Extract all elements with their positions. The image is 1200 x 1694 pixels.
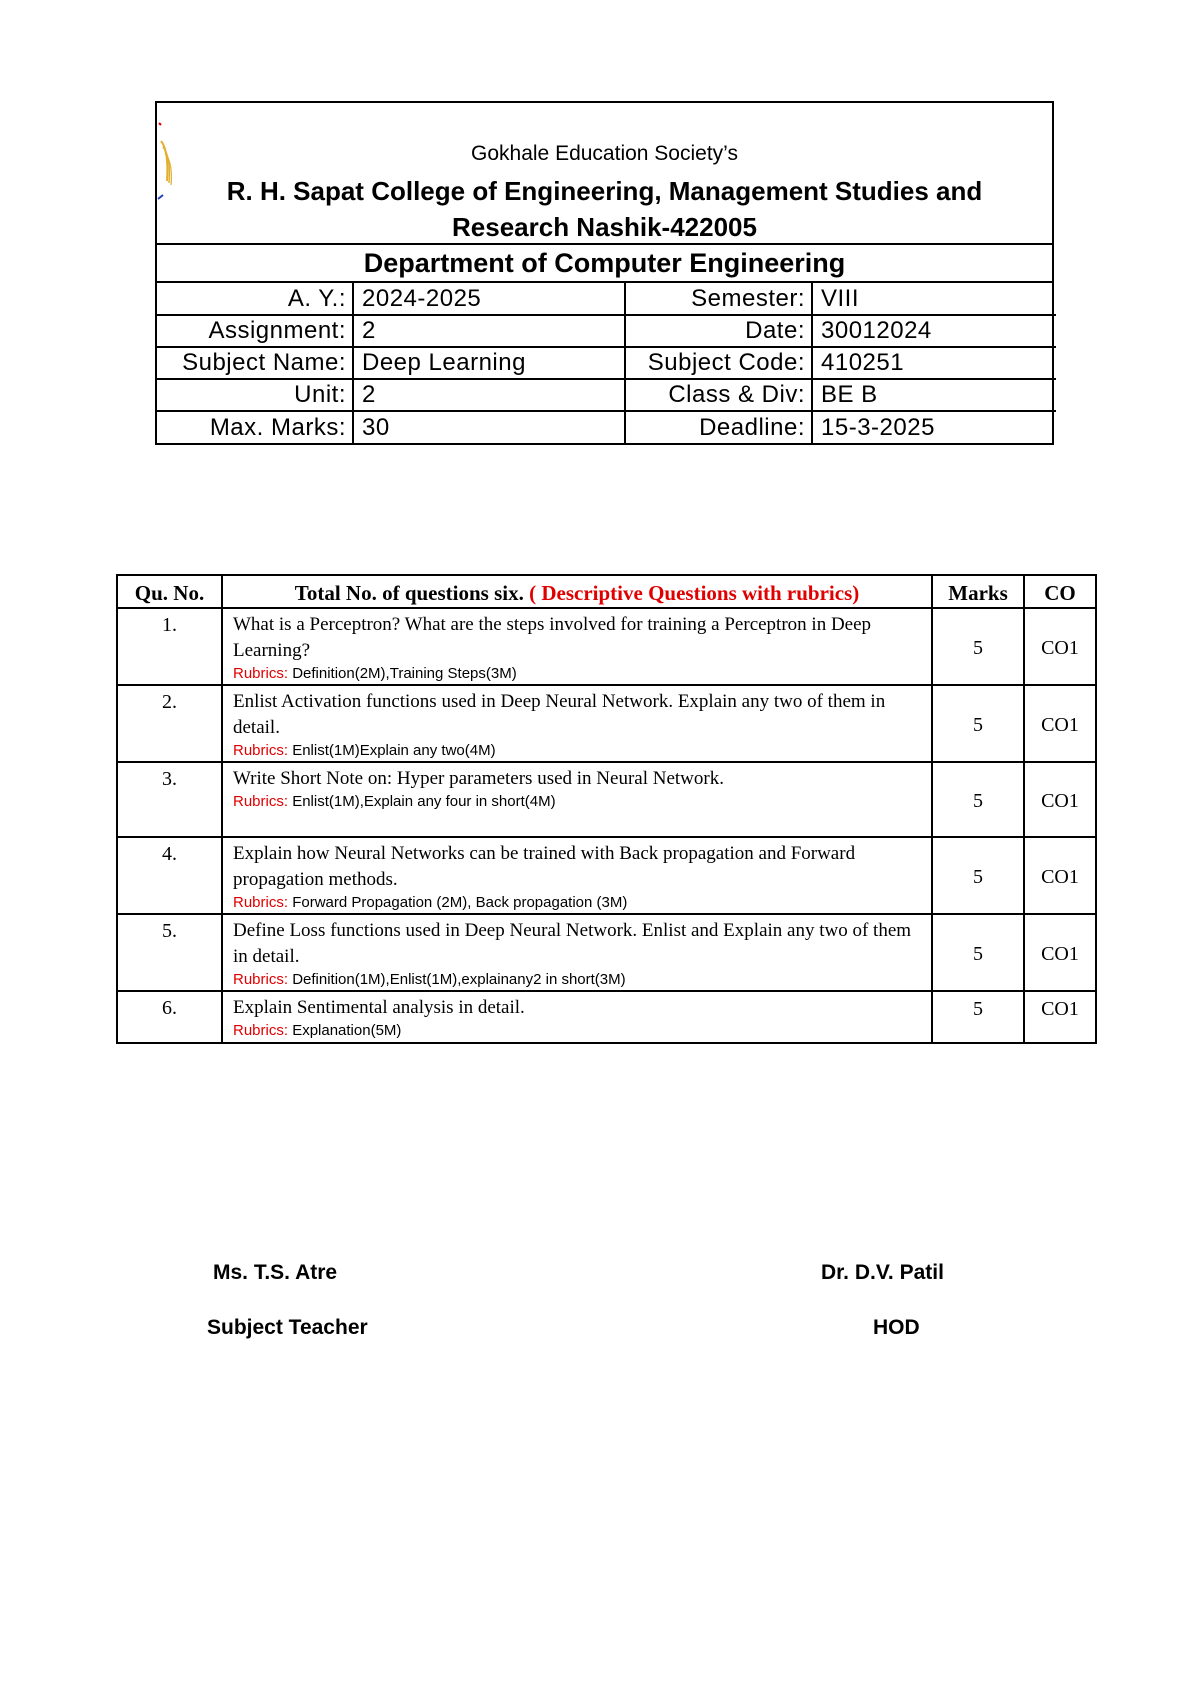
info-label: A. Y.: (157, 283, 353, 315)
column-header-co: CO (1024, 575, 1096, 608)
question-marks: 5 (932, 762, 1024, 837)
rubric-text: Enlist(1M)Explain any two(4M) (292, 742, 496, 759)
question-marks: 5 (932, 914, 1024, 991)
rubric-label: Rubrics: (233, 894, 293, 911)
rubric-label: Rubrics: (233, 793, 293, 810)
question-text: What is a Perceptron? What are the steps involved for training a Perceptron in Deep Learning? (233, 614, 872, 661)
rubric-line (233, 970, 921, 990)
info-label: Max. Marks: (157, 411, 353, 443)
info-value: 30012024 (812, 315, 1056, 347)
question-co: CO1 (1024, 608, 1096, 685)
info-row (157, 315, 1056, 347)
info-label: Assignment: (157, 315, 353, 347)
question-cell (222, 685, 932, 762)
question-number: 5. (117, 914, 222, 991)
question-text: Explain how Neural Networks can be trained with Back propagation and Forward propagation methods. (233, 843, 856, 890)
question-number: 1. (117, 608, 222, 685)
questions-count-text: Total No. of questions six. (294, 581, 530, 605)
info-label: Semester: (625, 283, 812, 315)
teacher-name: Ms. T.S. Atre (213, 1261, 338, 1284)
info-value: 2 (353, 315, 625, 347)
question-cell (222, 914, 932, 991)
question-cell (222, 762, 932, 837)
question-text: Define Loss functions used in Deep Neural Network. Enlist and Explain any two of them in detail. (233, 920, 912, 967)
college-header (155, 101, 1054, 445)
column-header-qno: Qu. No. (117, 575, 222, 608)
info-value: 2 (353, 379, 625, 411)
info-label: Subject Code: (625, 347, 812, 379)
rubric-text: Definition(2M),Training Steps(3M) (292, 665, 517, 682)
question-row (117, 762, 1096, 837)
rubric-text: Explanation(5M) (292, 1022, 402, 1039)
info-label: Deadline: (625, 411, 812, 443)
question-number: 2. (117, 685, 222, 762)
column-header-questions (222, 575, 932, 608)
info-value: 15-3-2025 (812, 411, 1056, 443)
college-name-line1: R. H. Sapat College of Engineering, Management Studies and (226, 176, 983, 206)
question-text: Write Short Note on: Hyper parameters used in Neural Network. (233, 768, 724, 789)
info-label: Subject Name: (157, 347, 353, 379)
rubric-line (233, 741, 921, 761)
question-cell (222, 991, 932, 1043)
question-co: CO1 (1024, 685, 1096, 762)
info-label: Class & Div: (625, 379, 812, 411)
question-row (117, 914, 1096, 991)
info-label: Date: (625, 315, 812, 347)
info-value: BE B (812, 379, 1056, 411)
info-value: 410251 (812, 347, 1056, 379)
question-number: 3. (117, 762, 222, 837)
hod-name: Dr. D.V. Patil (821, 1261, 944, 1284)
question-text: Explain Sentimental analysis in detail. (233, 997, 525, 1018)
college-name (157, 173, 1052, 245)
question-row (117, 991, 1096, 1043)
college-logo-icon (157, 111, 173, 201)
questions-type-text: ( Descriptive Questions with rubrics) (529, 581, 860, 605)
rubric-label: Rubrics: (233, 742, 293, 759)
college-name-line2: Research Nashik-422005 (452, 212, 757, 242)
question-cell (222, 608, 932, 685)
rubric-label: Rubrics: (233, 1022, 293, 1039)
info-value: 30 (353, 411, 625, 443)
institution-title-block (157, 103, 1052, 245)
rubric-label: Rubrics: (233, 971, 293, 988)
rubric-text: Definition(1M),Enlist(1M),explainany2 in short(3M) (292, 971, 626, 988)
question-co: CO1 (1024, 837, 1096, 914)
info-label: Unit: (157, 379, 353, 411)
rubric-line (233, 664, 921, 684)
question-marks: 5 (932, 837, 1024, 914)
info-value: VIII (812, 283, 1056, 315)
column-header-marks: Marks (932, 575, 1024, 608)
info-row (157, 283, 1056, 315)
info-row (157, 379, 1056, 411)
question-number: 6. (117, 991, 222, 1043)
hod-role: HOD (873, 1316, 920, 1339)
question-marks: 5 (932, 608, 1024, 685)
info-row (157, 411, 1056, 443)
question-marks: 5 (932, 991, 1024, 1043)
question-text: Enlist Activation functions used in Deep Neural Network. Explain any two of them in detail. (233, 691, 886, 738)
rubric-text: Enlist(1M),Explain any four in short(4M) (292, 793, 556, 810)
rubric-text: Forward Propagation (2M), Back propagation (3M) (292, 894, 628, 911)
question-row (117, 837, 1096, 914)
question-co: CO1 (1024, 762, 1096, 837)
questions-header-row (117, 575, 1096, 608)
question-row (117, 608, 1096, 685)
society-name: Gokhale Education Society’s (471, 142, 738, 165)
rubric-label: Rubrics: (233, 665, 293, 682)
question-number: 4. (117, 837, 222, 914)
assignment-info-table (157, 283, 1056, 443)
question-cell (222, 837, 932, 914)
rubric-line (233, 792, 921, 812)
question-co: CO1 (1024, 991, 1096, 1043)
info-row (157, 347, 1056, 379)
rubric-line (233, 893, 921, 913)
department-name: Department of Computer Engineering (157, 245, 1052, 283)
questions-table (116, 574, 1097, 1044)
info-value: Deep Learning (353, 347, 625, 379)
question-row (117, 685, 1096, 762)
info-value: 2024-2025 (353, 283, 625, 315)
teacher-role: Subject Teacher (207, 1316, 368, 1339)
rubric-line (233, 1021, 921, 1041)
question-co: CO1 (1024, 914, 1096, 991)
question-marks: 5 (932, 685, 1024, 762)
